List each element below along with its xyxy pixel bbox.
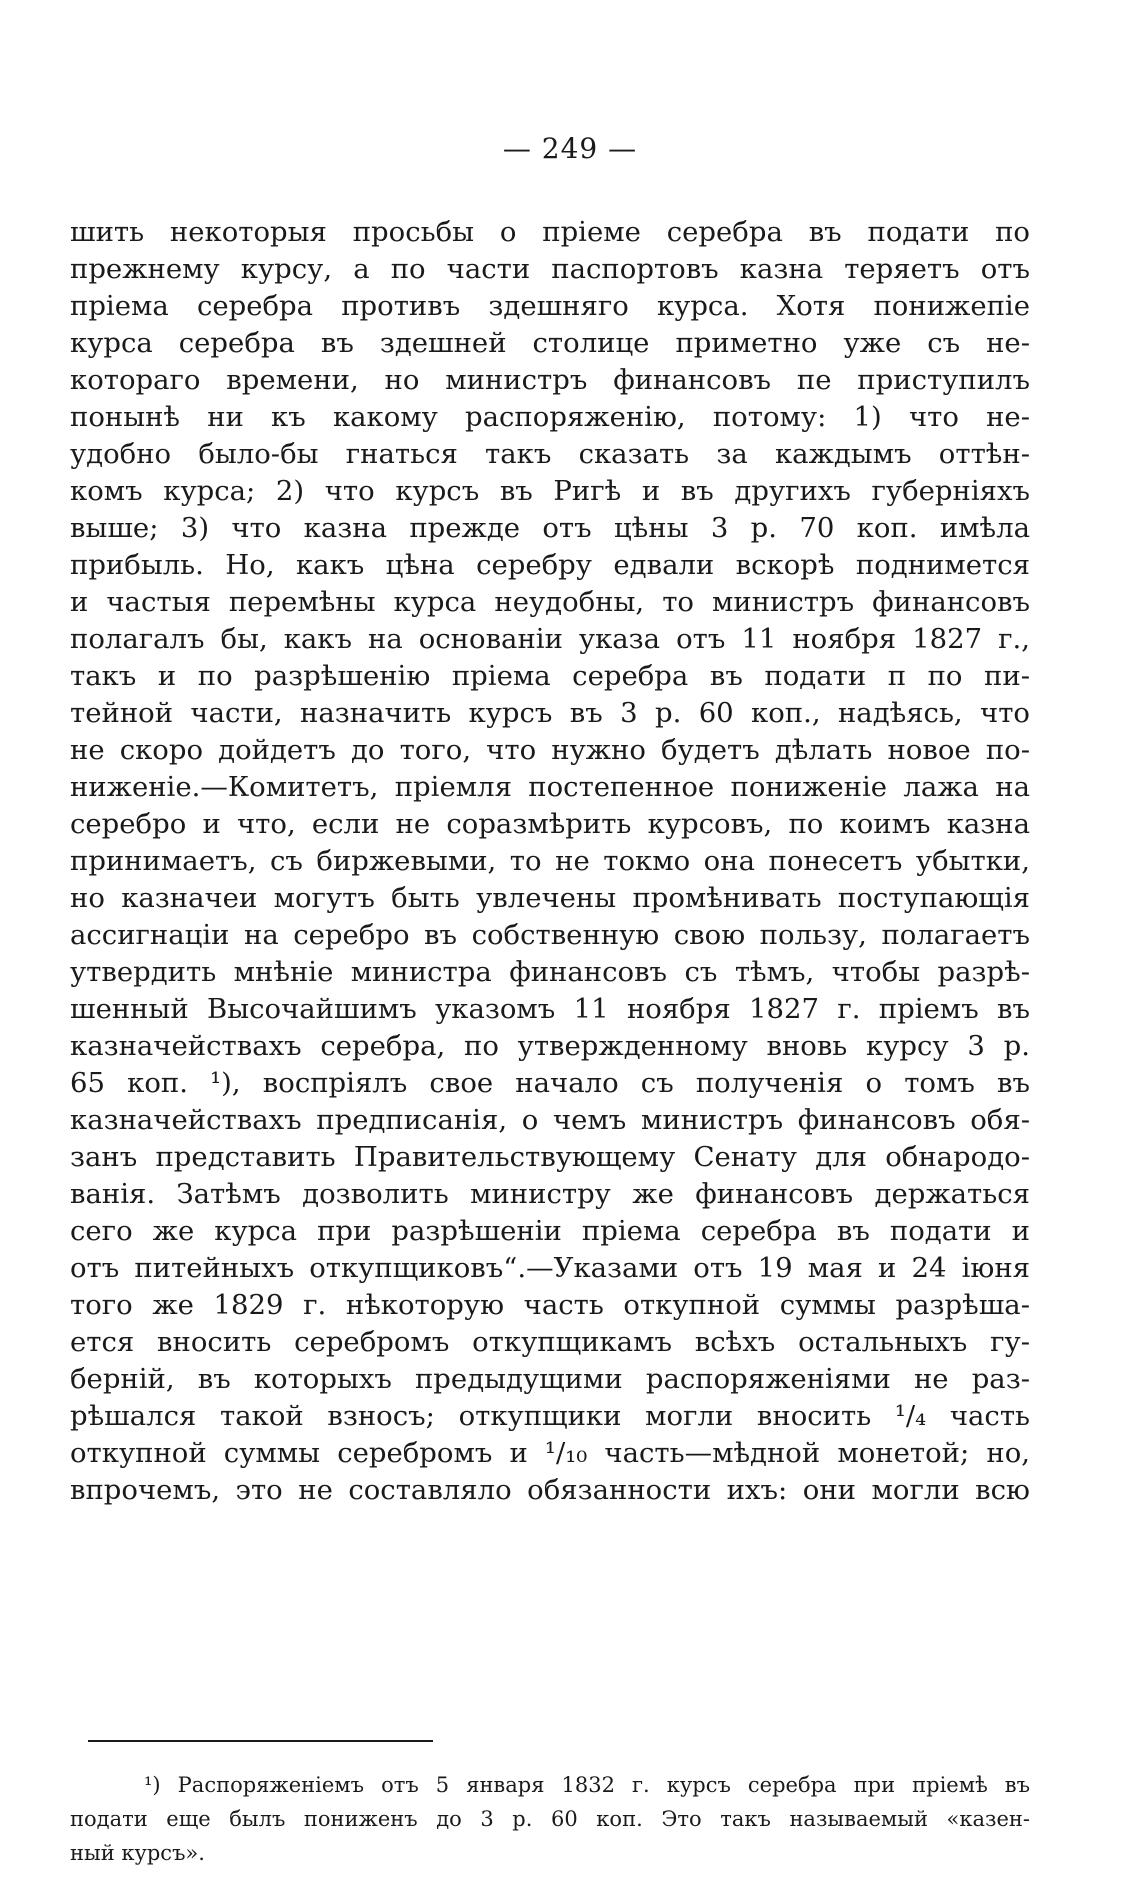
text-line: прибыль. Но, какъ цѣна серебру едвали вскорѣ поднимется: [70, 549, 1030, 581]
text-line: шить некоторыя просьбы о прieме серебра въ подати по: [70, 216, 1030, 248]
text-line: рѣшался такой взносъ; откупщики могли вносить ¹/₄ часть: [70, 1400, 1030, 1432]
text-line: отъ питейныхъ откупщиковъ“.—Указами отъ 19 мая и 24 iюня: [70, 1252, 1030, 1284]
text-line: курса серебра въ здешней столице приметно уже съ не-: [70, 327, 1030, 359]
text-line: прiема серебра противъ здешняго курса. Хотя понижепie: [70, 290, 1030, 322]
text-line: откупной суммы серебромъ и ¹/₁₀ часть—мѣдной монетой; но,: [70, 1437, 1030, 1469]
text-line: того же 1829 г. нѣкоторую часть откупной суммы разрѣша-: [70, 1289, 1030, 1321]
text-line: прежнему курсу, а по части паспортовъ казна теряетъ отъ: [70, 253, 1030, 285]
text-line: утвердить мнѣнiе министра финансовъ съ тѣмъ, чтобы разрѣ-: [70, 956, 1030, 988]
footnote-rule: [88, 1740, 433, 1742]
text-line: полагалъ бы, какъ на основанiи указа отъ 11 ноября 1827 г.,: [70, 623, 1030, 655]
footnote-line: ¹) Распоряженiемъ отъ 5 января 1832 г. курсъ серебра при прiемѣ въ: [144, 1773, 1030, 1797]
text-line: 65 коп. ¹), воспрiялъ свое начало съ полученiя о томъ въ: [70, 1067, 1030, 1099]
footnote: [70, 1768, 1030, 1870]
text-line: котораго времени, но министръ финансовъ пе приступилъ: [70, 364, 1030, 396]
text-line: ется вносить серебромъ откупщикамъ всѣхъ остальныхъ гу-: [70, 1326, 1030, 1358]
text-line: серебро и что, если не соразмѣрить курсовъ, по коимъ казна: [70, 808, 1030, 840]
text-line: не скоро дойдетъ до того, что нужно будетъ дѣлать новое по-: [70, 734, 1030, 766]
text-line: казначействахъ серебра, по утвержденному вновь курсу 3 р.: [70, 1030, 1030, 1062]
text-line: тейной части, назначить курсъ въ 3 р. 60 коп., надѣясь, что: [70, 697, 1030, 729]
text-line: и частыя перемѣны курса неудобны, то министръ финансовъ: [70, 586, 1030, 618]
page-number: — 249 —: [502, 132, 638, 165]
footnote-line: подати еще былъ пониженъ до 3 р. 60 коп. Это такъ называемый «казен-: [70, 1807, 1030, 1831]
text-line: ванiя. Затѣмъ дозволить министру же финансовъ держаться: [70, 1178, 1030, 1210]
text-line: сего же курса при разрѣшенiи прiема серебра въ подати и: [70, 1215, 1030, 1247]
text-line: комъ курса; 2) что курсъ въ Ригѣ и въ другихъ губернiяхъ: [70, 475, 1030, 507]
text-line: такъ и по разрѣшенiю прiема серебра въ подати п по пи-: [70, 660, 1030, 692]
text-line: ассигнацiи на серебро въ собственную свою пользу, полагаетъ: [70, 919, 1030, 951]
text-line: принимаетъ, съ биржевыми, то не токмо она понесетъ убытки,: [70, 845, 1030, 877]
text-line: шенный Высочайшимъ указомъ 11 ноября 1827 г. прiемъ въ: [70, 993, 1030, 1025]
footnote-line: ный курсъ».: [70, 1841, 205, 1865]
text-line: берній, въ которыхъ предыдущими распоряженiями не раз-: [70, 1363, 1030, 1395]
text-line: удобно было-бы гнаться такъ сказать за каждымъ оттѣн-: [70, 438, 1030, 470]
body-text: [70, 214, 1030, 1509]
text-line: но казначеи могутъ быть увлечены промѣнивать поступающiя: [70, 882, 1030, 914]
text-line: занъ представить Правительствующему Сенату для обнародо-: [70, 1141, 1030, 1173]
text-line: впрочемъ, это не составляло обязанности ихъ: они могли всю: [70, 1474, 1030, 1506]
text-line: казначействахъ предписанiя, о чемъ министръ финансовъ обя-: [70, 1104, 1030, 1136]
text-line: понынѣ ни къ какому распоряженiю, потому: 1) что не-: [70, 401, 1030, 433]
text-line: выше; 3) что казна прежде отъ цѣны 3 р. 70 коп. имѣла: [70, 512, 1030, 544]
text-line: ниженiе.—Комитетъ, прiемля постепенное пониженiе лажа на: [70, 771, 1030, 803]
